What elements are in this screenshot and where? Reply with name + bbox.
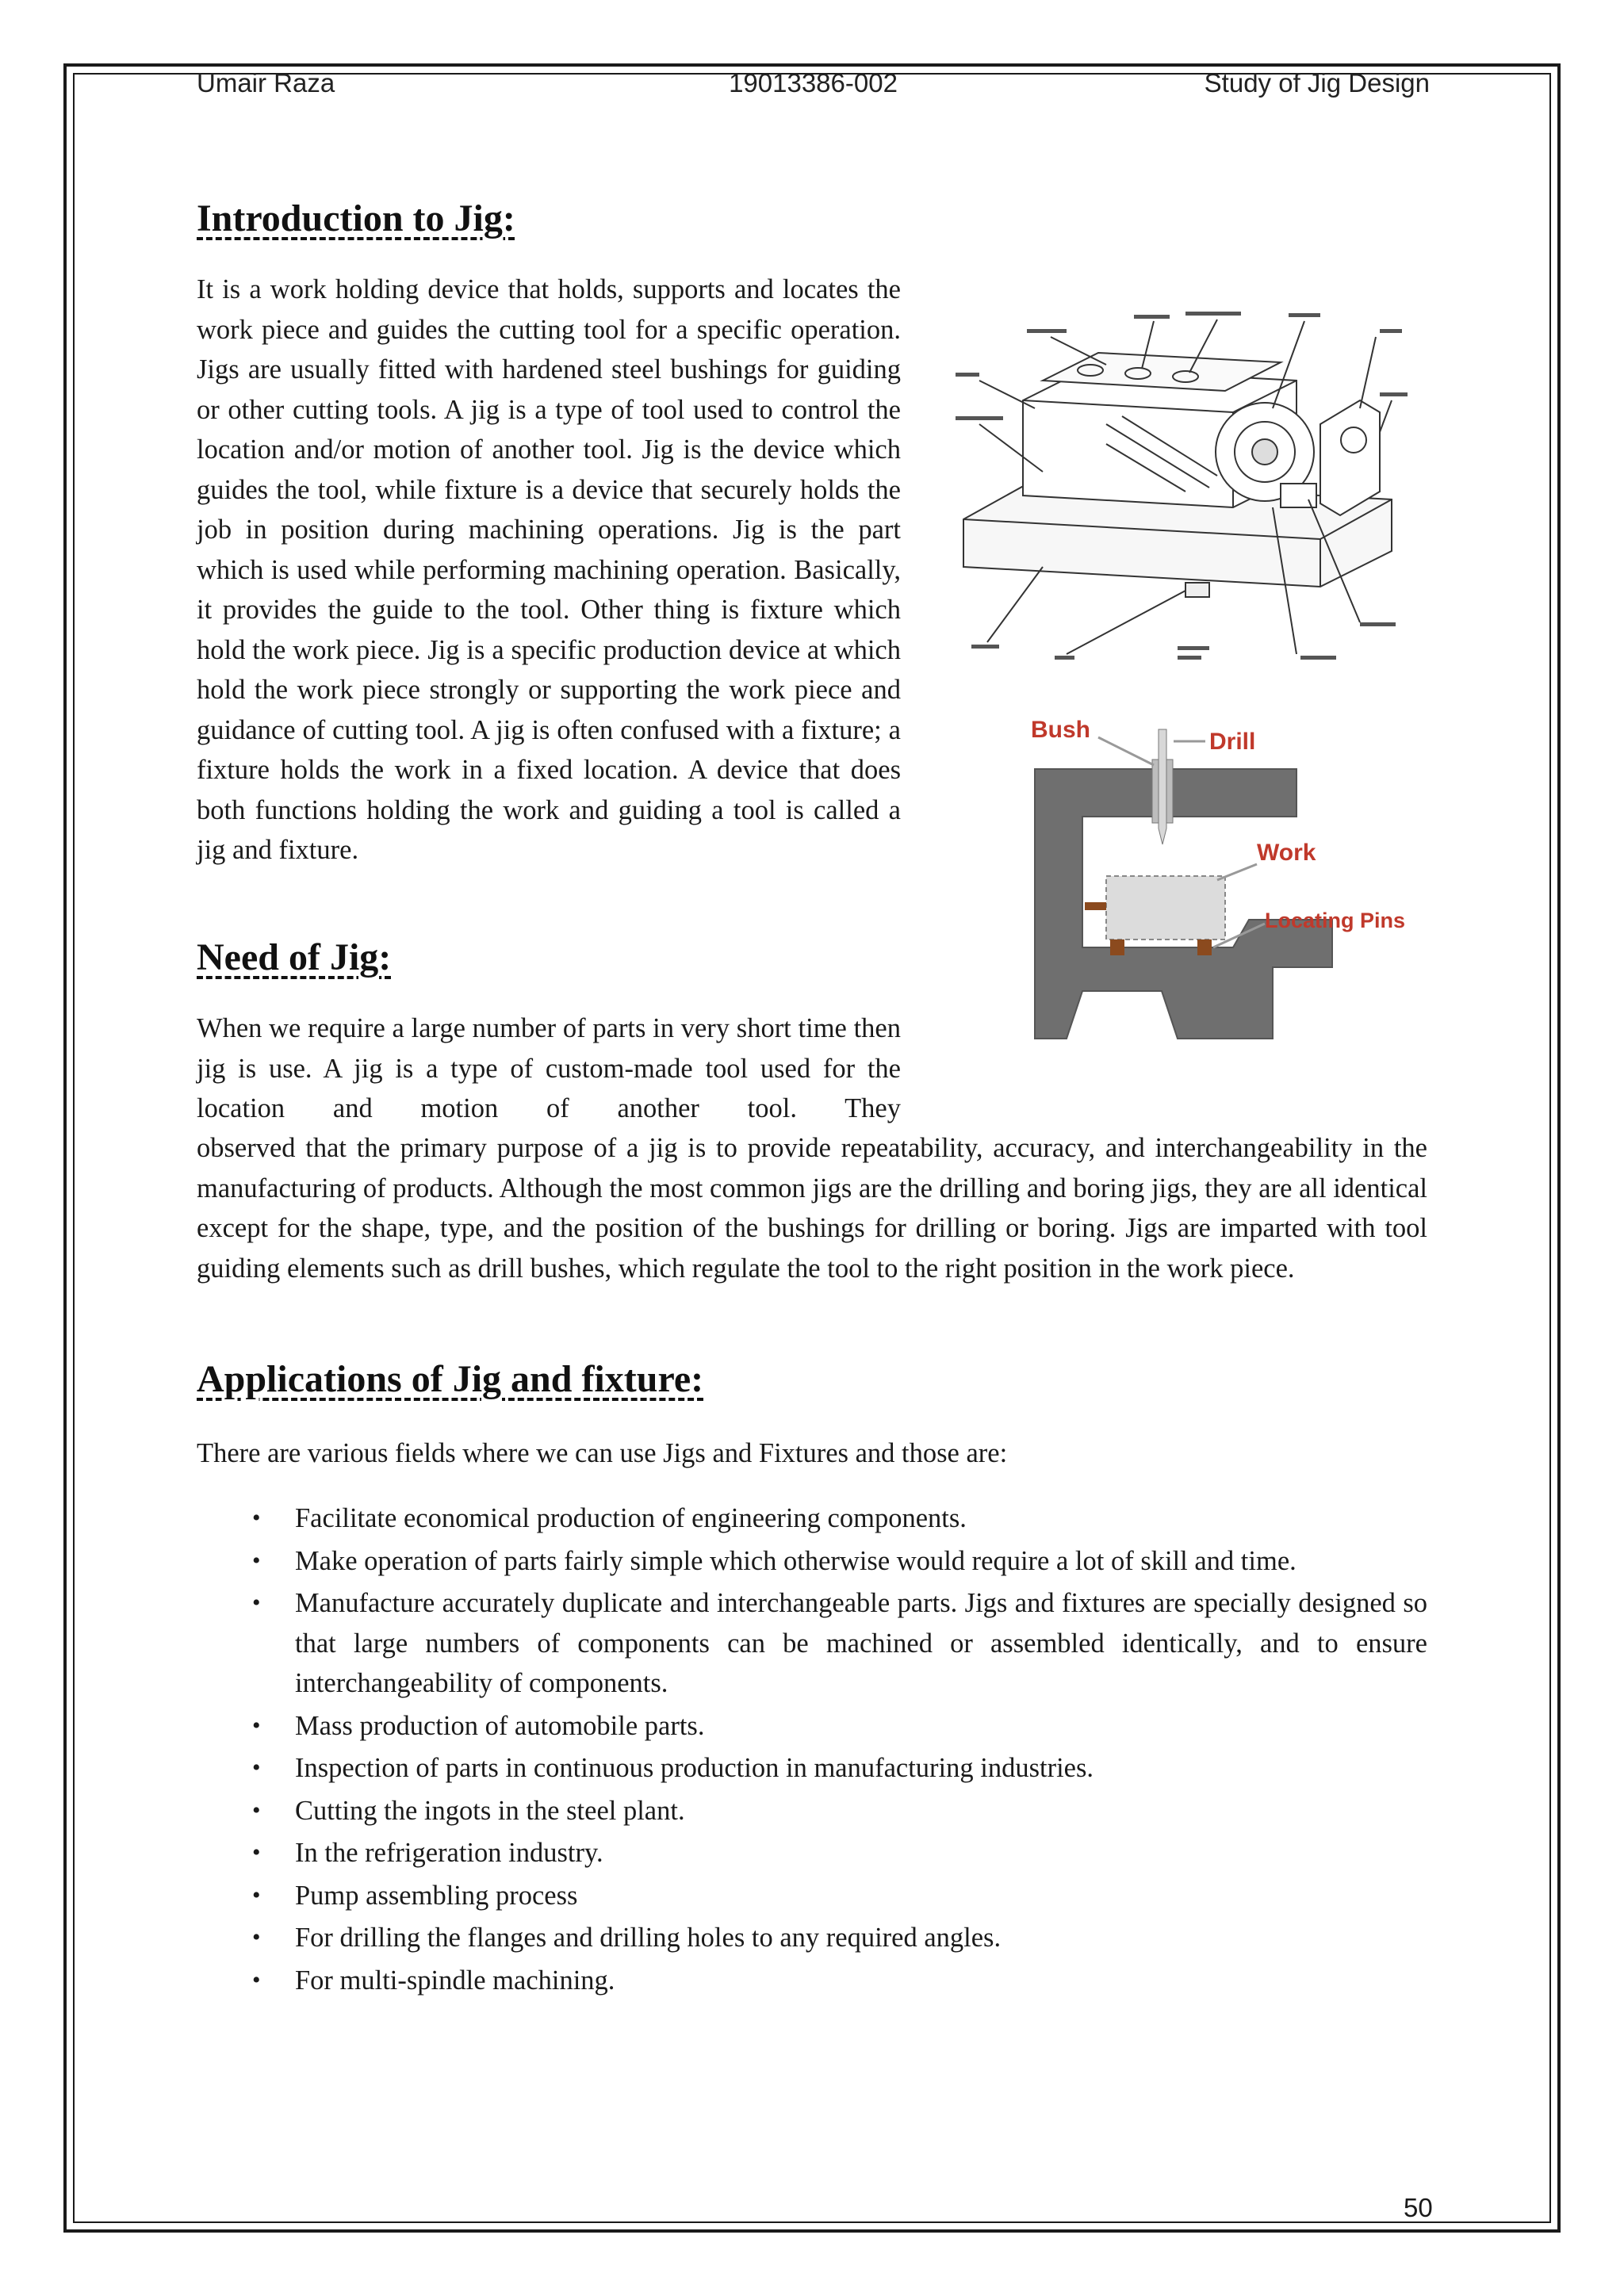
need-paragraph-full: [197, 1128, 1427, 1288]
bullet-icon: •: [252, 1712, 261, 1739]
jig-diagram-figure: [1019, 706, 1423, 1062]
bullet-icon: •: [252, 1590, 261, 1616]
need-heading: Need of Jig:: [197, 936, 392, 978]
list-item: • Inspection of parts in continuous production in manufacturing industries.: [197, 1748, 1427, 1789]
applications-heading: Applications of Jig and fixture:: [197, 1358, 704, 1400]
bullet-icon: •: [252, 1839, 261, 1866]
intro-text: It is a work holding device that holds, supports and locates the work piece and guides the cutting tool for a specific operation. Jigs are usually fitted with hardened steel bushings for guiding or other cutting tools. A jig is a type of tool used to control the location and/or motion of another tool. Jig is the device which guides the tool, while fixture is a device that securely holds the job in position during machining operations. Jig is the part which is used while performing machining operation. Basically, it provides the guide to the tool. Other thing is fixture which hold the work piece. Jig is a specific production device at which hold the work piece strongly or supporting the work piece and guidance of cutting tool. A jig is often confused with a fixture; a fixture holds the work in a fixed location. A device that does both functions holding the work and guiding a tool is called a jig and fixture.: [197, 274, 901, 865]
list-item: • For drilling the flanges and drilling holes to any required angles.: [197, 1918, 1427, 1958]
list-item: • Pump assembling process: [197, 1876, 1427, 1916]
need-text-full: observed that the primary purpose of a jig is to provide repeatability, accuracy, and interchangeability in the manufacturing of products. Although the most common jigs are the drilling and boring jigs, they are all identical except for the shape, type, and the position of the bushings for drilling or boring. Jigs are imparted with tool guiding elements such as drill bushes, which regulate the tool to the right position in the work piece.: [197, 1133, 1427, 1284]
bullet-icon: •: [252, 1505, 261, 1531]
locating-pin: [1085, 902, 1106, 910]
list-item: • Cutting the ingots in the steel plant.: [197, 1791, 1427, 1831]
need-paragraph-col: [197, 1008, 901, 1129]
list-item: • Make operation of parts fairly simple which otherwise would require a lot of skill and time.: [197, 1541, 1427, 1582]
list-item: • Facilitate economical production of engineering components.: [197, 1498, 1427, 1539]
page-header: [197, 68, 1430, 105]
locating-pin: [1110, 939, 1124, 955]
intro-paragraph: [197, 270, 901, 871]
bullet-icon: •: [252, 1881, 261, 1908]
label-locating-pins: Locating Pins: [1265, 909, 1406, 932]
intro-heading: Introduction to Jig:: [197, 197, 515, 239]
applications-intro-paragraph: [197, 1433, 1427, 1474]
bullet-icon: •: [252, 1547, 261, 1574]
label-drill: Drill: [1209, 729, 1256, 755]
bullet-icon: •: [252, 1924, 261, 1950]
list-item: • Manufacture accurately duplicate and interchangeable parts. Jigs and fixtures are specially designed so that large numbers of components can be machined or assembled identically, and to ensure interchangeability of components.: [197, 1583, 1427, 1704]
applications-intro: There are various fields where we can use Jigs and Fixtures and those are:: [197, 1438, 1008, 1468]
list-item: • Mass production of automobile parts.: [197, 1706, 1427, 1747]
need-text-col: When we require a large number of parts in very short time then jig is use. A jig is a type of custom-made tool used for the location and motion of another tool. They: [197, 1013, 901, 1123]
list-item: • For multi-spindle machining.: [197, 1961, 1427, 2001]
label-bush: Bush: [1031, 717, 1090, 743]
header-author: Umair Raza: [197, 68, 335, 98]
locating-pin: [1197, 939, 1212, 955]
bullet-icon: •: [252, 1966, 261, 1993]
bullet-icon: •: [252, 1797, 261, 1823]
drill-jig-isometric-figure: [948, 305, 1423, 678]
header-id: 19013386-002: [729, 68, 898, 98]
drill-bit: [1159, 729, 1166, 844]
bullet-icon: •: [252, 1755, 261, 1781]
applications-list: [197, 1498, 1427, 2003]
work-piece: [1106, 876, 1225, 939]
header-title: Study of Jig Design: [1204, 68, 1430, 98]
label-work: Work: [1257, 840, 1316, 866]
page-number: 50: [1404, 2193, 1433, 2222]
list-item: • In the refrigeration industry.: [197, 1833, 1427, 1873]
